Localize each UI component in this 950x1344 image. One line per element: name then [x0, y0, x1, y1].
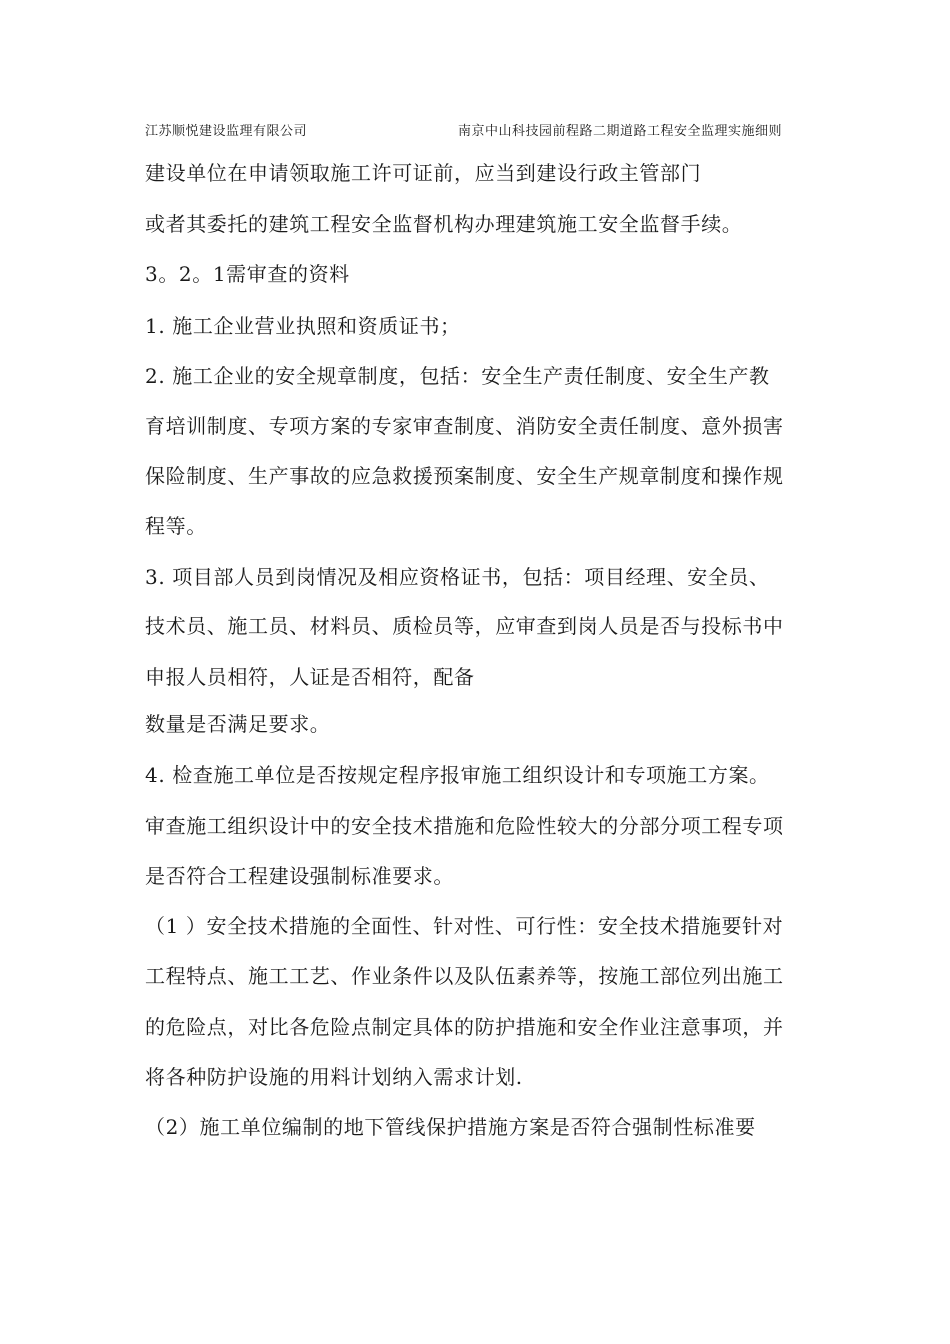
- list-item: （2）施工单位编制的地下管线保护措施方案是否符合强制性标准要: [145, 1115, 756, 1139]
- list-item: 3. 项目部人员到岗情况及相应资格证书，包括：项目经理、安全员、: [145, 565, 770, 589]
- list-item: 1. 施工企业营业执照和资质证书；: [145, 314, 461, 338]
- list-item: 4. 检查施工单位是否按规定程序报审施工组织设计和专项施工方案。: [145, 763, 770, 787]
- body-line: 数量是否满足要求。: [145, 712, 331, 736]
- list-item: （1 ）安全技术措施的全面性、针对性、可行性：安全技术措施要针对: [145, 914, 784, 938]
- header-document-title: 南京中山科技园前程路二期道路工程安全监理实施细则: [458, 124, 783, 139]
- body-line: 育培训制度、专项方案的专家审查制度、消防安全责任制度、意外损害: [145, 414, 784, 438]
- section-heading: 3。2。1需审查的资料: [145, 262, 350, 286]
- body-line: 审查施工组织设计中的安全技术措施和危险性较大的分部分项工程专项: [145, 814, 784, 838]
- body-line: 或者其委托的建筑工程安全监督机构办理建筑施工安全监督手续。: [145, 212, 743, 236]
- body-line: 是否符合工程建设强制标准要求。: [145, 864, 454, 888]
- body-line: 工程特点、施工工艺、作业条件以及队伍素养等，按施工部位列出施工: [145, 964, 784, 988]
- body-line: 程等。: [145, 514, 207, 538]
- header-company-name: 江苏顺悦建设监理有限公司: [145, 124, 308, 139]
- list-item: 2. 施工企业的安全规章制度，包括：安全生产责任制度、安全生产教: [145, 364, 770, 388]
- body-line: 将各种防护设施的用料计划纳入需求计划.: [145, 1065, 523, 1089]
- body-line: 技术员、施工员、材料员、质检员等，应审查到岗人员是否与投标书中: [145, 614, 784, 638]
- body-line: 保险制度、生产事故的应急救援预案制度、安全生产规章制度和操作规: [145, 464, 784, 488]
- body-line: 申报人员相符，人证是否相符，配备: [145, 665, 475, 689]
- body-line: 的危险点，对比各危险点制定具体的防护措施和安全作业注意事项，并: [145, 1015, 784, 1039]
- body-line: 建设单位在申请领取施工许可证前，应当到建设行政主管部门: [145, 161, 702, 185]
